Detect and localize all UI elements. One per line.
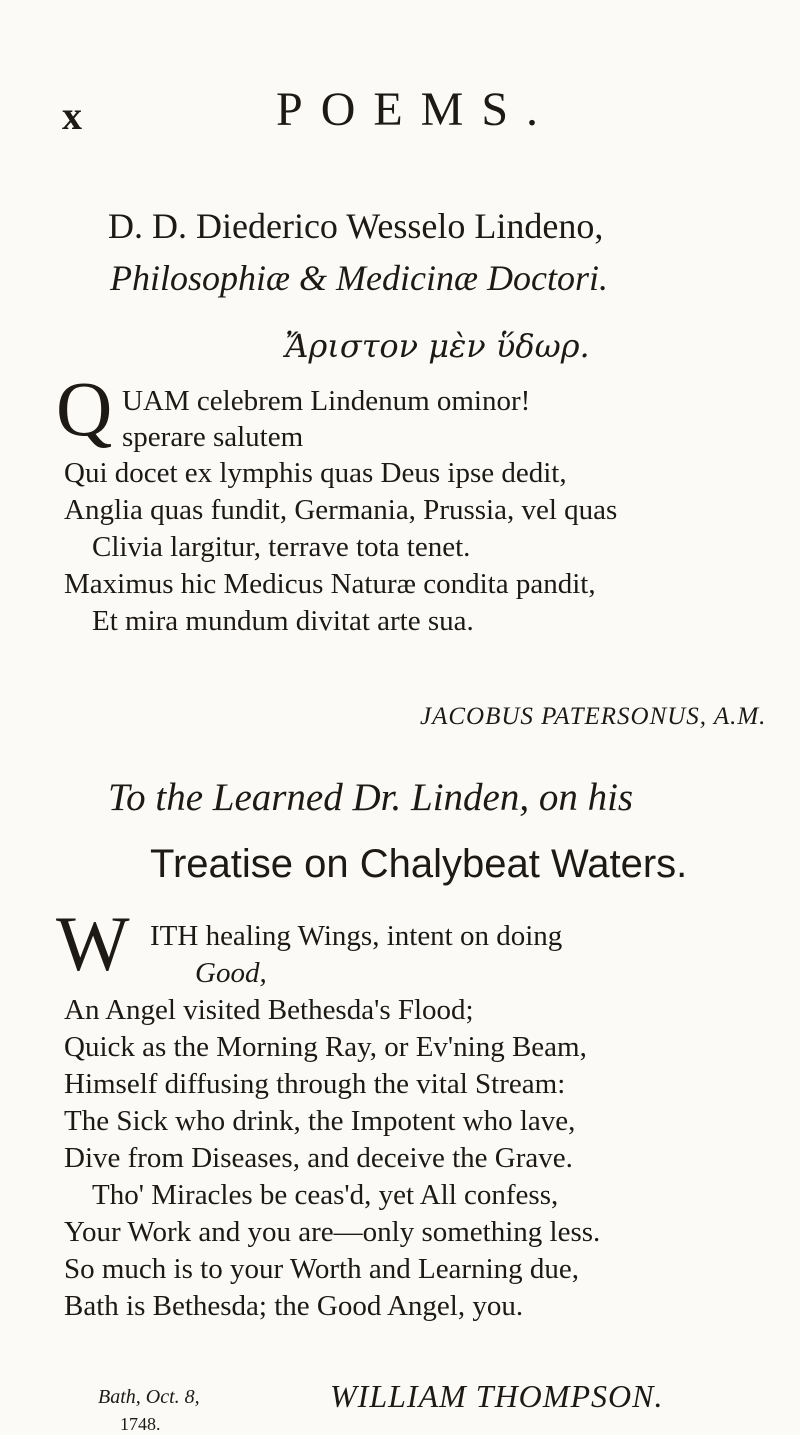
latin-line-6: Maximus hic Medicus Naturæ condita pandit, (64, 568, 596, 600)
latin-line-1: UAM celebrem Lindenum ominor! (122, 385, 531, 417)
english-line-4: Quick as the Morning Ray, or Ev'ning Beam, (64, 1031, 587, 1063)
dedication-line-2: Philosophiæ & Medicinæ Doctori. (110, 258, 608, 298)
english-line-11: Bath is Bethesda; the Good Angel, you. (64, 1290, 524, 1322)
running-title: POEMS. (276, 83, 557, 136)
english-title-line-1: To the Learned Dr. Linden, on his (108, 776, 634, 819)
english-title-line-2: Treatise on Chalybeat Waters. (150, 842, 688, 886)
latin-line-5: Clivia largitur, terrave tota tenet. (92, 531, 471, 563)
english-signature: WILLIAM THOMPSON. (330, 1378, 664, 1414)
english-line-9: Your Work and you are—only something less. (64, 1216, 601, 1248)
latin-line-2: sperare salutem (122, 421, 304, 453)
english-line-2: Good, (195, 957, 267, 989)
english-line-1: ITH healing Wings, intent on doing (150, 920, 563, 952)
english-line-8: Tho' Miracles be ceas'd, yet All confess, (92, 1179, 559, 1211)
latin-line-7: Et mira mundum divitat arte sua. (92, 605, 474, 637)
english-dropcap: W (56, 900, 130, 987)
english-line-6: The Sick who drink, the Impotent who lave, (64, 1105, 576, 1137)
english-line-7: Dive from Diseases, and deceive the Grave. (64, 1142, 573, 1174)
latin-signature: JACOBUS PATERSONUS, A.M. (420, 703, 767, 730)
latin-line-3: Qui docet ex lymphis quas Deus ipse dedit, (64, 457, 567, 489)
greek-epigraph: Ἄριστον μὲν ὕδωρ. (285, 327, 590, 365)
page-number: x (62, 93, 82, 138)
year: 1748. (120, 1414, 161, 1434)
english-line-10: So much is to your Worth and Learning due, (64, 1253, 580, 1285)
place-date: Bath, Oct. 8, (98, 1386, 200, 1408)
latin-dropcap: Q (56, 365, 113, 452)
dedication-line-1: D. D. Diederico Wesselo Lindeno, (108, 206, 604, 246)
english-line-3: An Angel visited Bethesda's Flood; (64, 994, 474, 1026)
english-line-5: Himself diffusing through the vital Stream: (64, 1068, 566, 1100)
latin-line-4: Anglia quas fundit, Germania, Prussia, vel quas (64, 494, 618, 526)
